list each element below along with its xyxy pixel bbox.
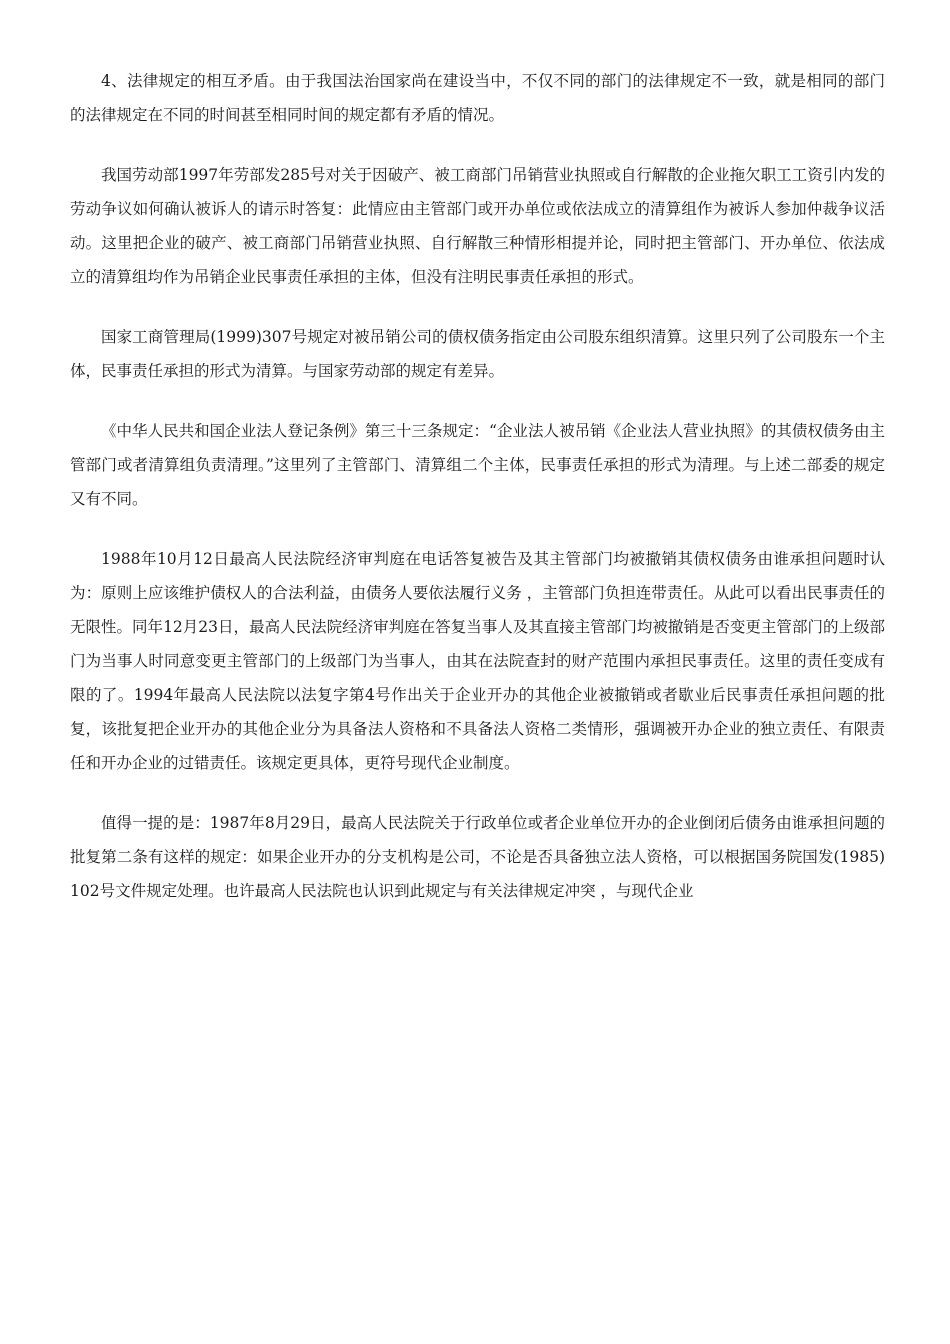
paragraph-labor-ministry-reply: 我国劳动部1997年劳部发285号对关于因破产、被工商部门吊销营业执照或自行解散的企业拖欠职工工资引内发的劳动争议如何确认被诉人的请示时答复：此情应由主管部门或开办单位或依法成立的清算组作为被诉人参加仲裁争议活动。这里把企业的破产、被工商部门吊销营业执照、自行解散三种情形相提并论，同时把主管部门、开办单位、依法成立的清算组均作为吊销企业民事责任承担的主体，但没有注明民事责任承担的形式。 — [70, 166, 885, 286]
paragraph-noteworthy-1987-reply: 值得一提的是：1987年8月29日，最高人民法院关于行政单位或者企业单位开办的企业倒闭后债务由谁承担问题的批复第二条有这样的规定：如果企业开办的分支机构是公司，不论是否具备独立法人资格，可以根据国务院国发(1985)102号文件规定处理。也许最高人民法院也认识到此规定与有关法律规定冲突 ，与现代企业 — [70, 814, 885, 900]
document-page — [70, 64, 885, 934]
paragraph-legal-contradictions: 4、法律规定的相互矛盾。由于我国法治国家尚在建设当中，不仅不同的部门的法律规定不一致，就是相同的部门的法律规定在不同的时间甚至相同时间的规定都有矛盾的情况。 — [70, 72, 885, 124]
paragraph-supreme-court-replies: 1988年10月12日最高人民法院经济审判庭在电话答复被告及其主管部门均被撤销其债权债务由谁承担问题时认为：原则上应该维护债权人的合法利益，由债务人要依法履行义务 ，主管部门负担连带责任。从此可以看出民事责任的无限性。同年12月23日，最高人民法院经济审判庭在答复当事人及其直接主管部门均被撤销是否变更主管部门的上级部门为当事人时同意变更主管部门的上级部门为当事人，由其在法院查封的财产范围内承担民事责任。这里的责任变成有限的了。1994年最高人民法院以法复字第4号作出关于企业开办的其他企业被撤销或者歇业后民事责任承担问题的批复，该批复把企业开办的其他企业分为具备法人资格和不具备法人资格二类情形，强调被开办企业的独立责任、有限责任和开办企业的过错责任。该规定更具体，更符号现代企业制度。 — [70, 550, 885, 772]
paragraph-industry-commerce-bureau: 国家工商管理局(1999)307号规定对被吊销公司的债权债务指定由公司股东组织清算。这里只列了公司股东一个主体，民事责任承担的形式为清算。与国家劳动部的规定有差异。 — [70, 328, 885, 380]
paragraph-enterprise-registration-regulation: 《中华人民共和国企业法人登记条例》第三十三条规定：“企业法人被吊销《企业法人营业执照》的其债权债务由主管部门或者清算组负责清理。”这里列了主管部门、清算组二个主体，民事责任承担的形式为清理。与上述二部委的规定又有不同。 — [70, 422, 885, 508]
